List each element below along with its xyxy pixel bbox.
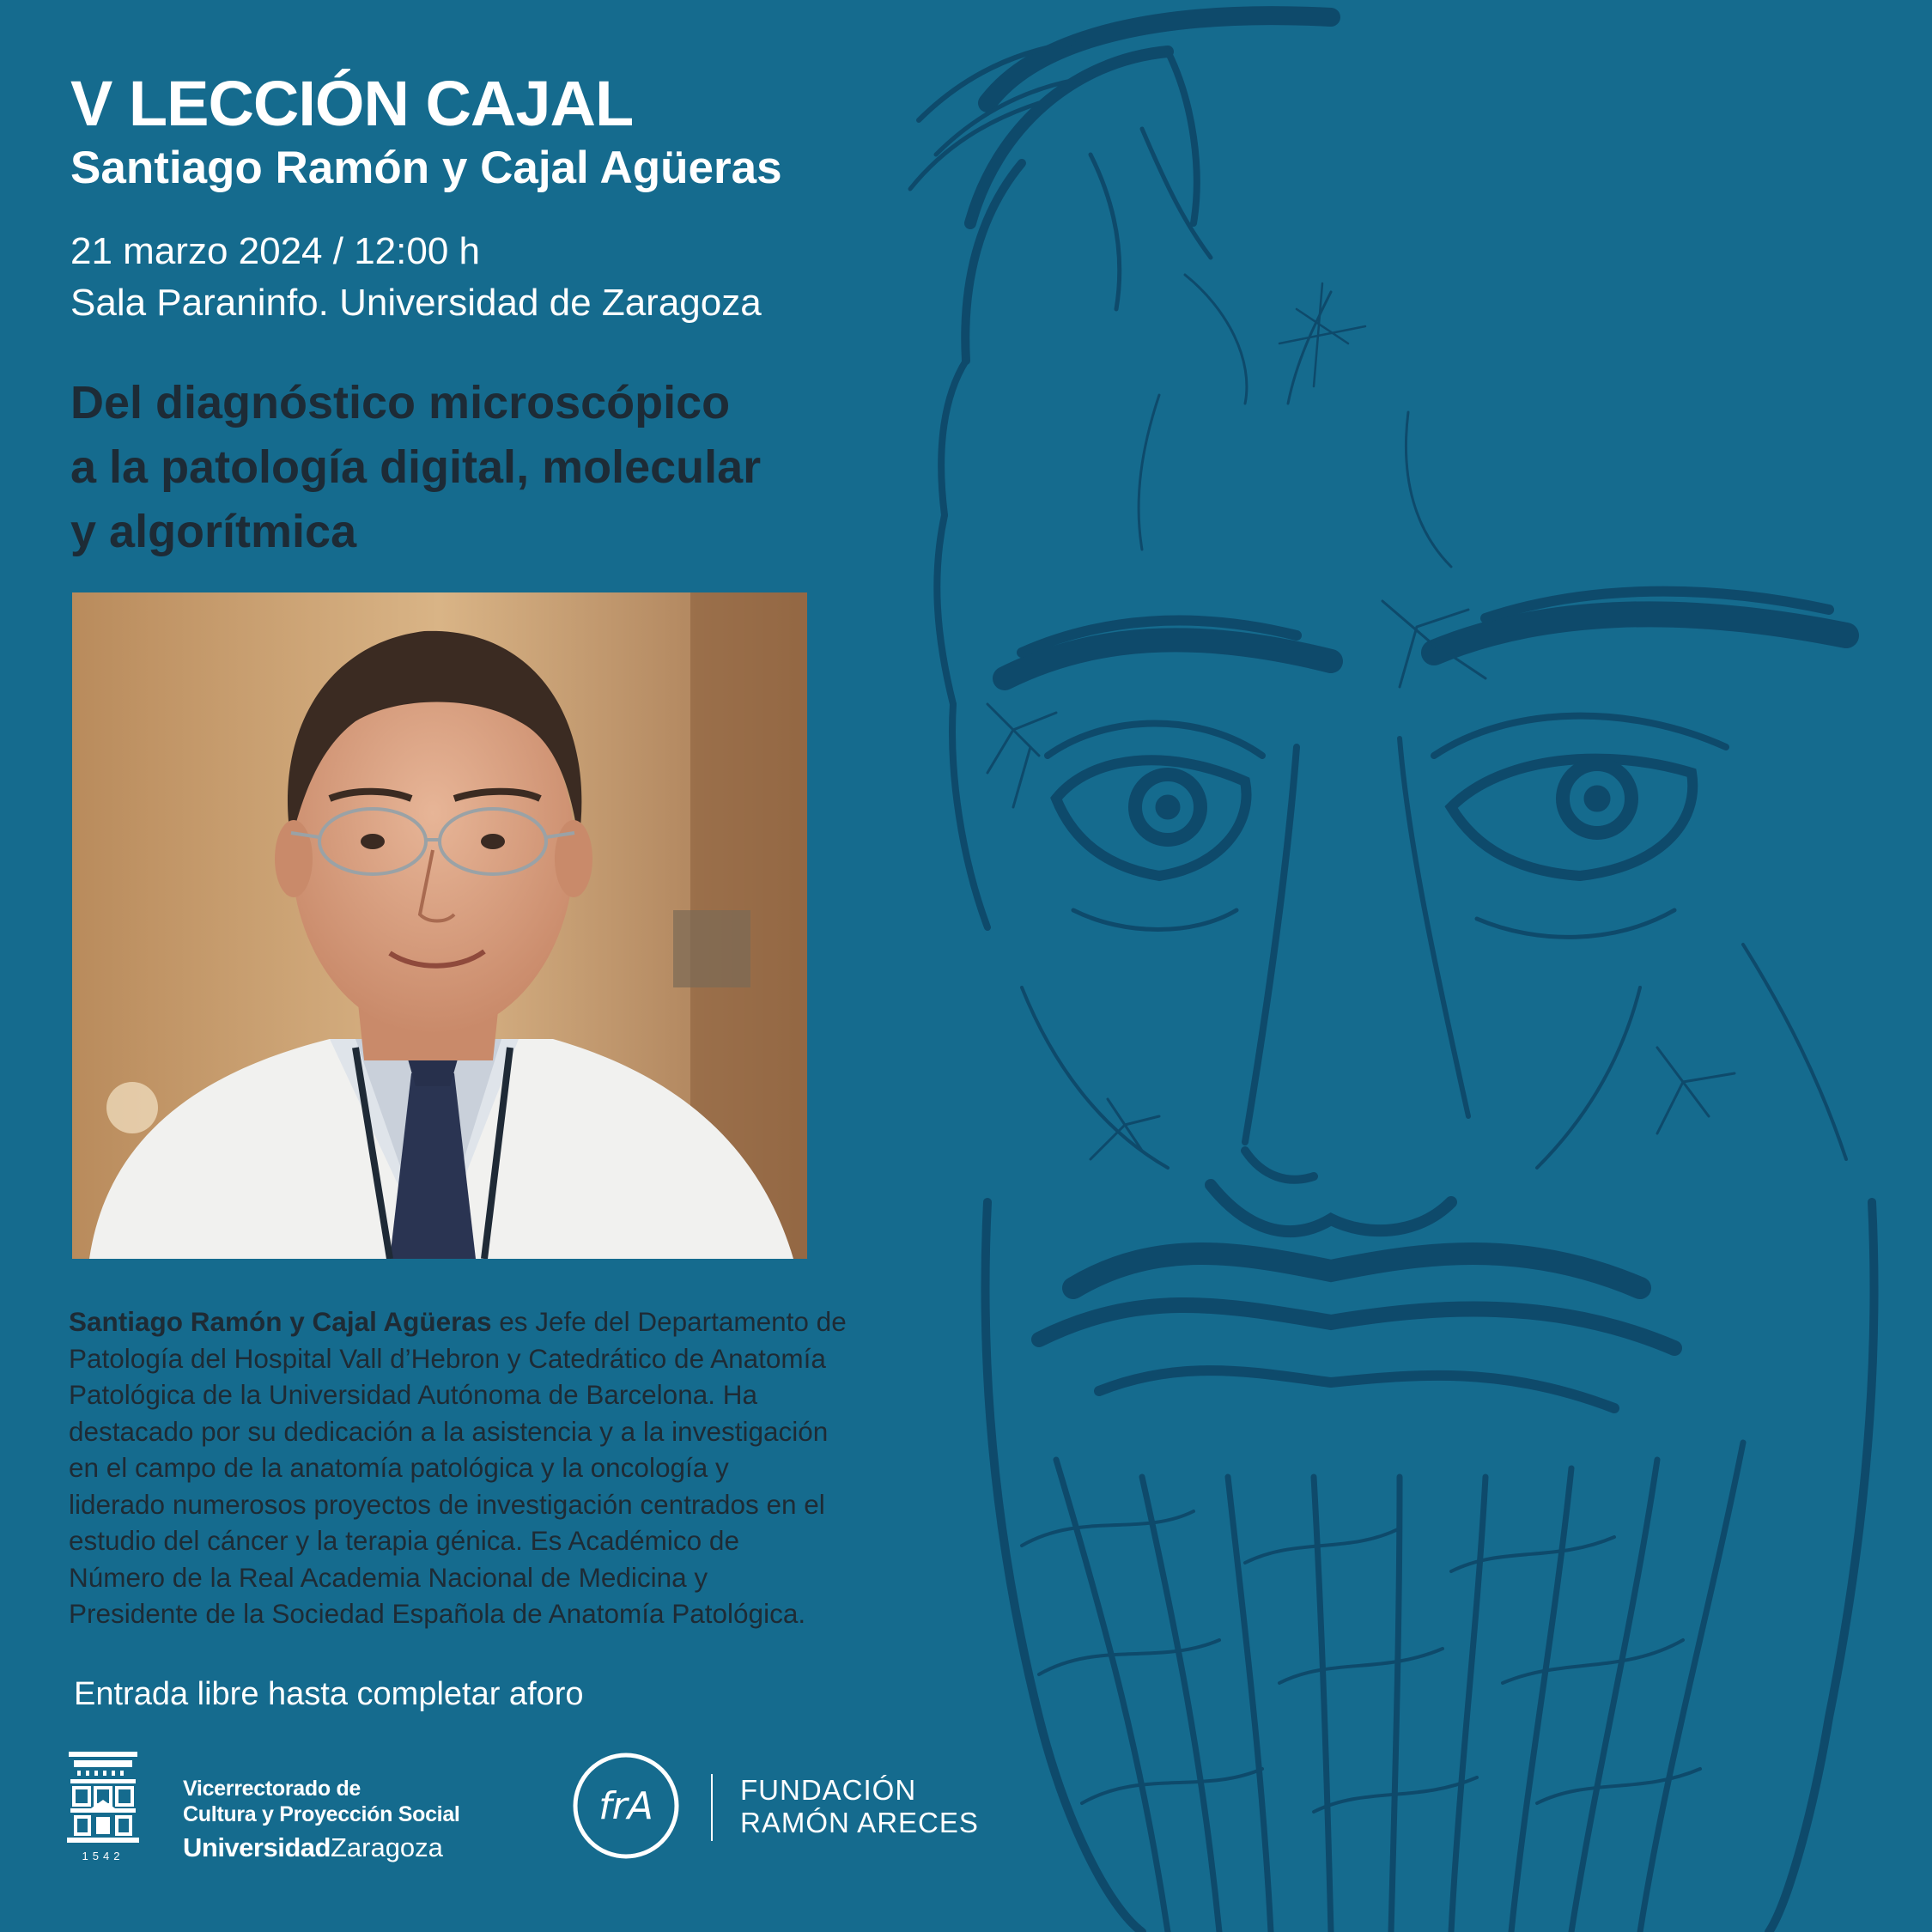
uz-founding-year: 1542 [82, 1850, 125, 1862]
bio-line: en el campo de la anatomía patológica y la oncología y [69, 1452, 729, 1483]
university-name [183, 1831, 460, 1865]
entry-note: Entrada libre hasta completar aforo [74, 1676, 584, 1712]
cajal-sketch-portrait [884, 0, 1932, 1932]
lecture-title [70, 371, 761, 564]
bio-line: liderado numerosos proyectos de investigación centrados en el [69, 1488, 825, 1520]
vicerrectorado-line-1: Vicerrectorado de [183, 1777, 361, 1801]
lecture-title-line: y algorítmica [70, 506, 357, 557]
fundacion-ramon-areces-logo [570, 1750, 682, 1862]
bio-line-rest: es Jefe del Departamento de [491, 1306, 847, 1337]
universidad-zaragoza-wordmark [183, 1776, 460, 1865]
universidad-zaragoza-logo [65, 1752, 141, 1863]
bio-name: Santiago Ramón y Cajal Agüeras [69, 1306, 492, 1337]
logo-divider [711, 1774, 713, 1841]
event-date-time: 21 marzo 2024 / 12:00 h [70, 230, 480, 272]
university-name-city: Zaragoza [330, 1832, 443, 1862]
bio-line [69, 1303, 902, 1340]
bio-line: estudio del cáncer y la terapia génica. Es Académico de [69, 1525, 739, 1556]
university-name-bold: Universidad [183, 1832, 331, 1862]
bio-line: Patología del Hospital Vall d’Hebron y Catedrático de Anatomía [69, 1342, 826, 1374]
fra-monogram: frA [598, 1784, 653, 1828]
vicerrectorado-line-2: Cultura y Proyección Social [183, 1802, 460, 1826]
speaker-bio [69, 1303, 902, 1632]
bio-line: Patológica de la Universidad Autónoma de Barcelona. Ha [69, 1379, 758, 1410]
bio-line: destacado por su dedicación a la asistencia y a la investigación [69, 1415, 829, 1447]
bio-line: Presidente de la Sociedad Española de Anatomía Patológica. [69, 1598, 806, 1629]
event-venue: Sala Paraninfo. Universidad de Zaragoza [70, 282, 762, 324]
speaker-name: Santiago Ramón y Cajal Agüeras [70, 143, 782, 193]
bio-line: Número de la Real Academia Nacional de Medicina y [69, 1561, 708, 1593]
fra-line-2: RAMÓN ARECES [740, 1807, 979, 1838]
speaker-photo [72, 592, 807, 1259]
lecture-title-line: a la patología digital, molecular [70, 441, 762, 493]
fra-line-1: FUNDACIÓN [740, 1774, 917, 1806]
lecture-title-line: Del diagnóstico microscópico [70, 377, 731, 428]
fundacion-ramon-areces-wordmark [740, 1774, 979, 1839]
event-title: V LECCIÓN CAJAL [70, 68, 634, 139]
